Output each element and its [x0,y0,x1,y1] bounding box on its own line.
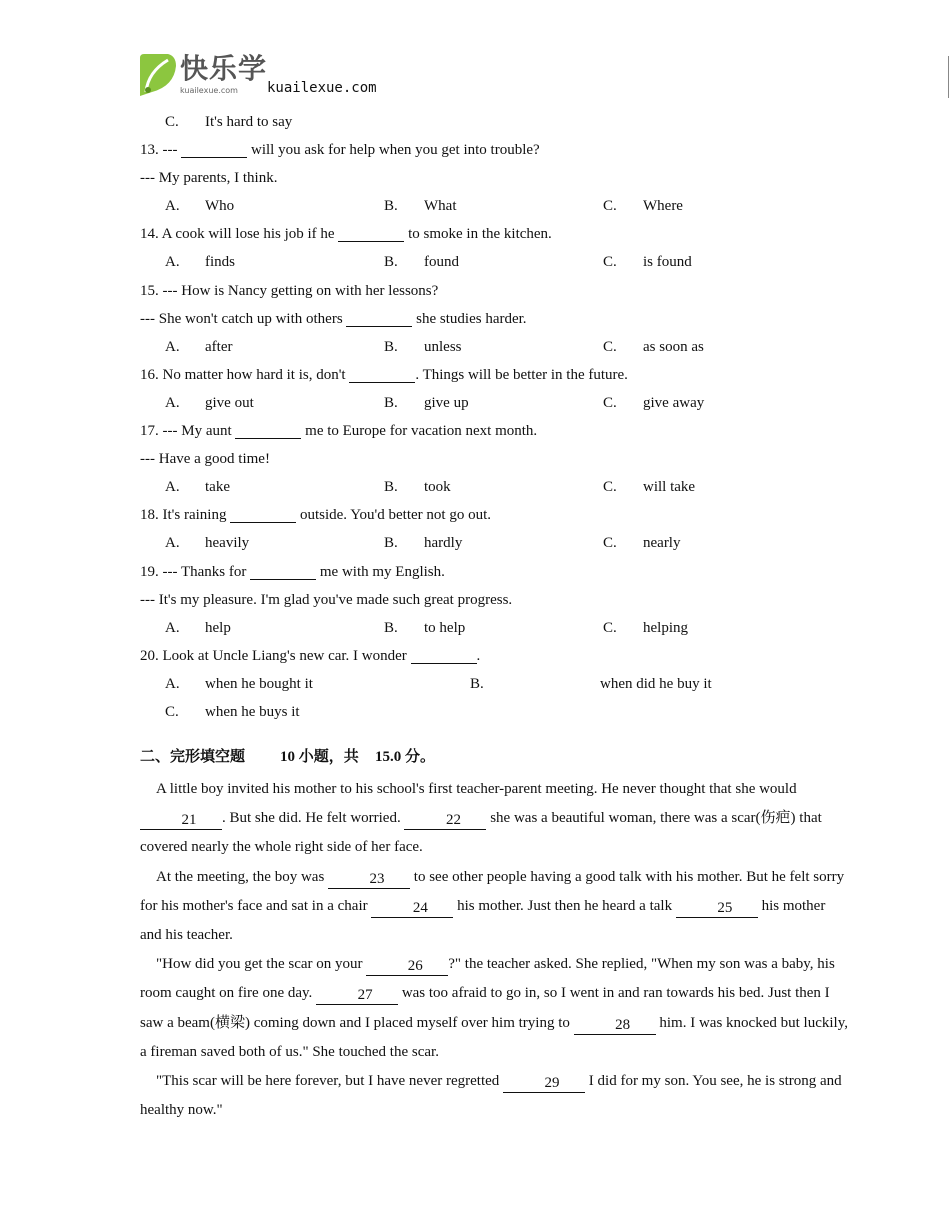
question-16-options [140,389,850,417]
question-19-options [140,614,850,642]
option-letter[interactable]: B. [470,675,484,692]
option-a[interactable]: A. after [165,338,233,355]
q12-option-c: C. It's hard to say [165,114,293,130]
question-20-options [140,670,850,698]
question-13-reply: --- My parents, I think. [140,170,278,187]
option-a[interactable]: A. Who [165,198,235,215]
site-header [138,52,438,100]
option-b[interactable]: B. took [384,479,451,496]
question-13-options [140,192,850,220]
answer-blank[interactable] [338,223,404,242]
option-letter[interactable]: A. [165,675,180,692]
logo-leaf-icon [138,52,178,98]
option-b[interactable]: B. What [384,198,457,215]
section-heading [140,742,850,772]
cloze-blank-28[interactable]: 28 [574,1016,656,1035]
cloze-blank-27[interactable]: 27 [316,986,398,1005]
site-url[interactable]: kuailexue.com [267,80,377,96]
option-c[interactable]: C. helping [603,619,688,636]
option-a[interactable]: A. help [165,619,231,636]
passage-paragraph: "How did you get the scar on your 26 ?" the teacher asked. She replied, "When my son was a baby, his room caught on fire one day. 27 was too afraid to go in, so I went in and ran towards his bed. Just then I saw a beam(横梁) coming down and I placed myself over him trying to 28 him. I was knocked but luckily, a fireman saved both of us." She touched the scar. [140,956,848,1060]
cloze-blank-23[interactable]: 23 [328,870,410,889]
question-15-options [140,333,850,361]
cloze-blank-21[interactable]: 21 [140,811,222,830]
cloze-blank-22[interactable]: 22 [404,811,486,830]
section-title: 二、完形填空题 [140,749,246,766]
answer-blank[interactable] [349,364,415,383]
question-18-options [140,529,850,557]
option-c[interactable]: C. Where [603,198,683,215]
question-17-reply: --- Have a good time! [140,451,270,468]
cloze-blank-29[interactable]: 29 [503,1074,585,1093]
answer-blank[interactable] [346,308,412,327]
option-b[interactable]: B. to help [384,619,466,636]
answer-blank[interactable] [230,504,296,523]
section-count: 10 小题，共 [280,749,359,766]
option-b[interactable]: B. unless [384,338,462,355]
question-15-reply: --- She won't catch up with others she studies harder. [140,305,850,333]
option-a[interactable]: A. finds [165,254,235,271]
question-20-stem: 20. Look at Uncle Liang's new car. I wonder . [140,642,850,670]
section-score: 15.0 分。 [375,749,436,766]
passage-paragraph: "This scar will be here forever, but I have never regretted 29 I did for my son. You see, he is strong and healthy now." [140,1073,842,1119]
cloze-blank-24[interactable]: 24 [371,899,453,918]
passage-paragraph: A little boy invited his mother to his school's first teacher-parent meeting. He never thought that she would 21 . But she did. He felt worried. 22 she was a beautiful woman, there was a scar(伤疤) that covered nearly the whole right side of her face. [140,781,822,856]
question-17-options [140,473,850,501]
answer-blank[interactable] [250,561,316,580]
question-16-stem: 16. No matter how hard it is, don't . Things will be better in the future. [140,361,850,389]
question-19-reply: --- It's my pleasure. I'm glad you've made such great progress. [140,591,513,608]
option-letter[interactable]: C. [165,703,179,720]
option-text[interactable]: when he bought it [205,675,313,692]
question-14-stem: 14. A cook will lose his job if he to smoke in the kitchen. [140,220,850,248]
question-17-stem: 17. --- My aunt me to Europe for vacation next month. [140,417,850,445]
option-text[interactable]: when did he buy it [600,675,712,692]
question-20-option-c [140,698,850,726]
question-15-stem: 15. --- How is Nancy getting on with her lessons? [140,282,439,299]
logo-text: 快乐学 [180,52,268,85]
question-list [140,136,850,726]
passage-paragraph: At the meeting, the boy was 23 to see other people having a good talk with his mother. But he felt sorry for his mother's face and sat in a chair 24 his mother. Just then he heard a talk 25 his mother and his teacher. [140,868,845,944]
option-a[interactable]: A. take [165,479,230,496]
option-b[interactable]: B. found [384,254,459,271]
question-14-options [140,248,850,276]
option-b[interactable]: B. give up [384,394,469,411]
answer-blank[interactable] [411,645,477,664]
option-a[interactable]: A. heavily [165,535,250,552]
option-c[interactable]: C. nearly [603,535,681,552]
option-c[interactable]: C. as soon as [603,338,704,355]
option-b[interactable]: B. hardly [384,535,463,552]
cloze-passage [140,775,850,1125]
option-c[interactable]: C. give away [603,394,705,411]
question-18-stem: 18. It's raining outside. You'd better not go out. [140,501,850,529]
option-text[interactable]: when he buys it [205,703,300,720]
option-c[interactable]: C. will take [603,479,696,496]
logo-subtext: kuailexue.com [180,86,238,95]
option-c[interactable]: C. is found [603,254,692,271]
answer-blank[interactable] [181,139,247,158]
page-edge-rule [948,56,949,98]
answer-blank[interactable] [235,420,301,439]
cloze-blank-25[interactable]: 25 [676,899,758,918]
question-13-stem: 13. --- will you ask for help when you get into trouble? [140,136,850,164]
cloze-blank-26[interactable]: 26 [366,957,448,976]
option-a[interactable]: A. give out [165,394,254,411]
exam-content [140,108,850,1126]
question-19-stem: 19. --- Thanks for me with my English. [140,558,850,586]
